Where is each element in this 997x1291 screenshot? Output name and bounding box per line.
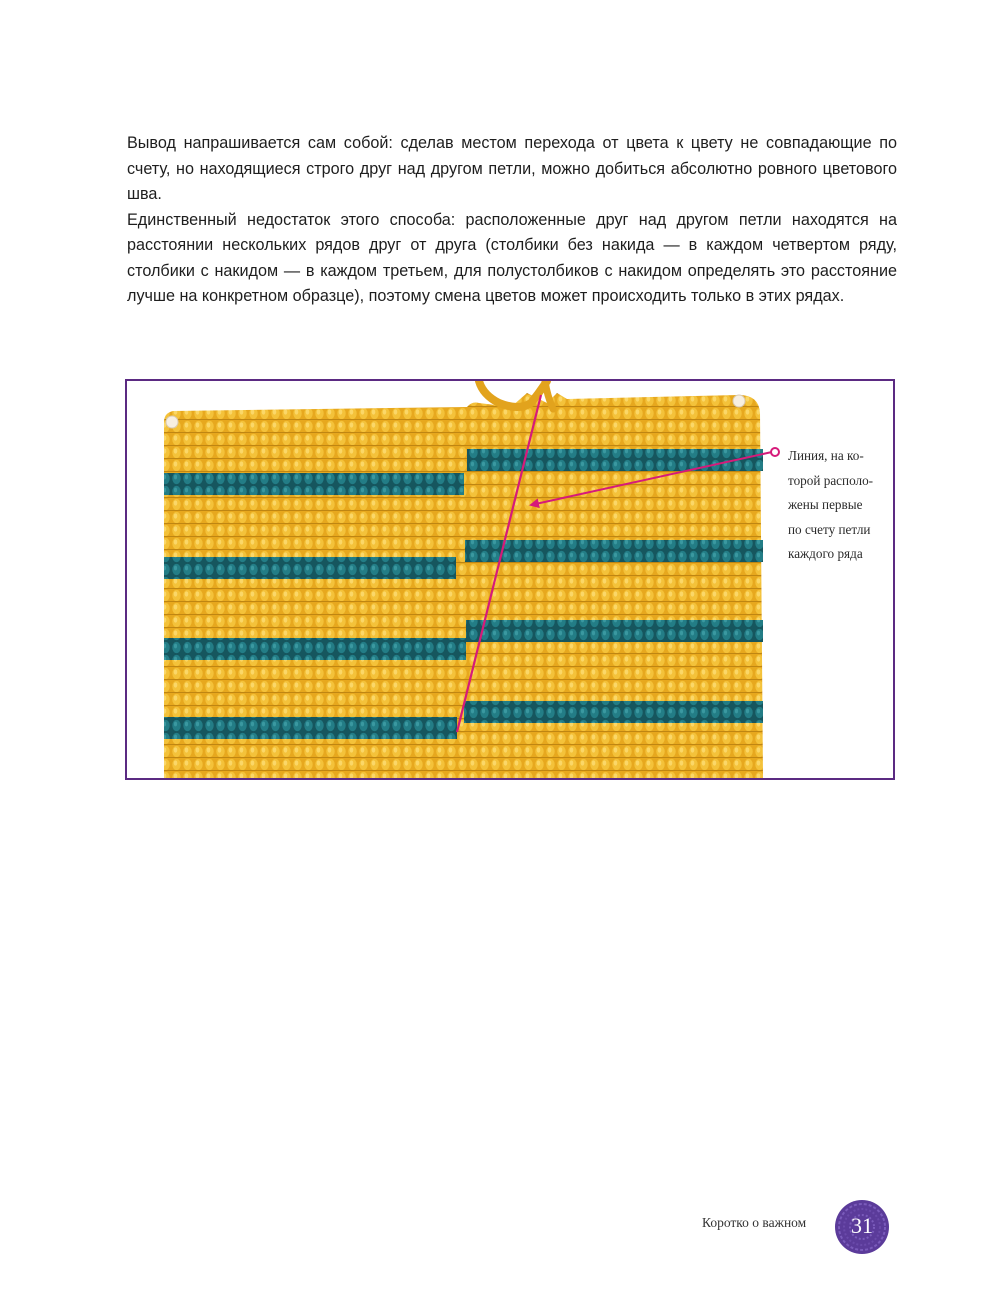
teal-stripe [467,449,763,471]
callout-caption [788,444,880,567]
callout-line: торой располо- [788,472,874,488]
figure-frame [125,379,895,780]
swatch [164,381,763,778]
teal-stripe [164,638,466,660]
paragraph-drawback: Единственный недостаток этого способа: расположенные друг над другом петли находятся на расстоянии нескольких рядов друг от друга (столбики без накида — в каждом четвертом ряду, столбики с накидом — в каждом третьем, для полустолбиков с накидом определять это расстояние лучше на конкретном образце), поэтому смена цветов может происходить только в этих рядах. [127,210,897,305]
body-text [127,131,897,310]
callout-line: по счету петли [788,521,871,537]
pin-head-right [733,395,745,407]
teal-stripe [465,540,763,562]
teal-stripe [466,620,763,642]
page-number-badge [834,1199,890,1255]
footer-section-title: Коротко о важном [702,1215,807,1230]
pin-head-left [166,416,178,428]
callout-dot [771,448,779,456]
teal-stripe [164,473,464,495]
page-number: 31 [851,1213,873,1238]
callout-line: каждого ряда [788,546,863,561]
callout-line: жены первые [788,497,863,512]
teal-stripe [464,701,763,723]
crochet-swatch-photo [127,381,893,778]
teal-stripe [164,557,456,579]
callout-line: Линия, на ко- [788,448,864,463]
paragraph-conclusion: Вывод напрашивается сам собой: сделав местом перехода от цвета к цвету не совпадающие по счету, но находящиеся строго друг над другом петли, можно добиться абсолютно ровного цветового шва. [127,134,897,203]
teal-stripe [164,717,457,739]
